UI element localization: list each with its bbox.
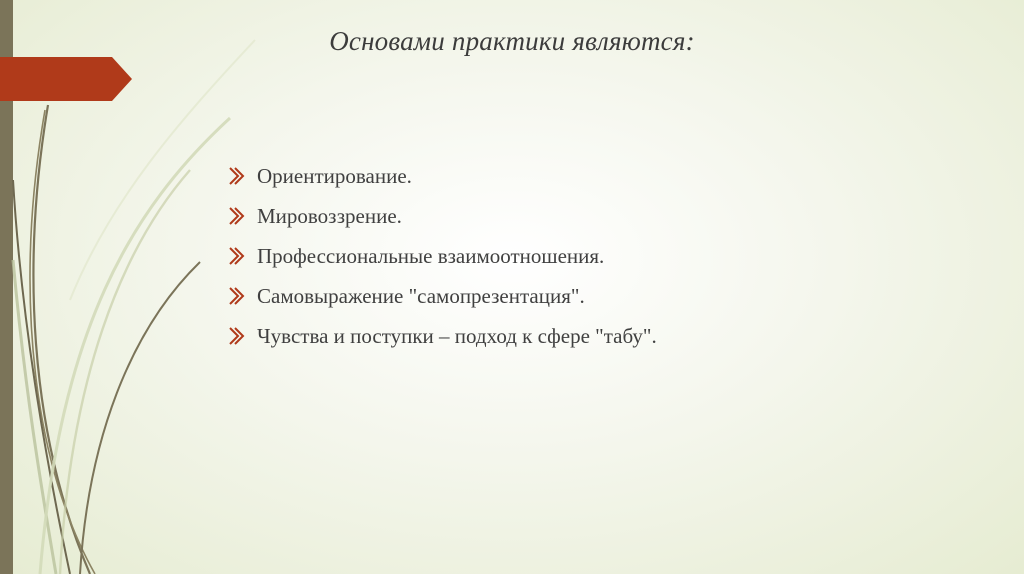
list-item: [228, 316, 657, 356]
bullet-list: [228, 156, 657, 356]
chevron-arrow-icon: [228, 165, 248, 187]
chevron-arrow-icon: [228, 285, 248, 307]
slide-title: Основами практики являются:: [329, 26, 695, 56]
list-item-text: Ориентирование.: [257, 163, 412, 188]
title-accent-tab: [0, 0, 140, 574]
chevron-arrow-icon: [228, 325, 248, 347]
chevron-arrow-icon: [228, 205, 248, 227]
list-item-text: Мировоззрение.: [257, 203, 402, 228]
chevron-arrow-icon: [228, 245, 248, 267]
list-item: [228, 196, 657, 236]
list-item-text: Чувства и поступки – подход к сфере "табу".: [257, 323, 657, 348]
list-item-text: Самовыражение "самопрезентация".: [257, 283, 585, 308]
list-item: [228, 236, 657, 276]
list-item: [228, 276, 657, 316]
list-item: [228, 156, 657, 196]
list-item-text: Профессиональные взаимоотношения.: [257, 243, 605, 268]
